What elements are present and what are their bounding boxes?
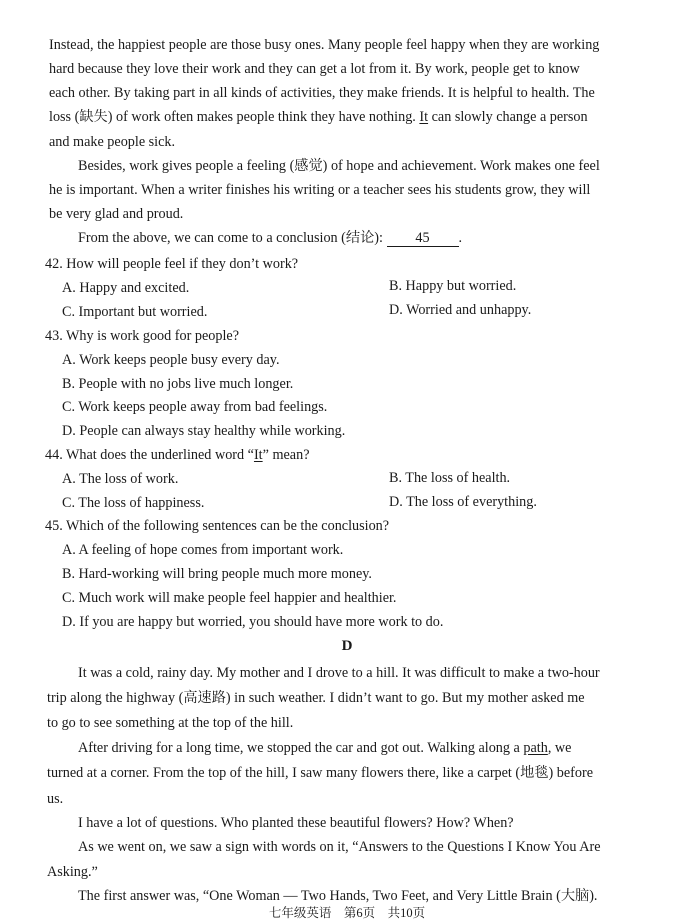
underlined-path: path [523, 740, 548, 756]
q44-option-c[interactable]: C. The loss of happiness. [62, 495, 205, 511]
passage-c-p2-line-3: be very glad and proud. [49, 206, 184, 222]
q45-option-a[interactable]: A. A feeling of hope comes from important work. [62, 542, 344, 558]
passage-c-line-4 [49, 108, 588, 126]
passage-c-p2-line-2: he is important. When a writer finishes his writing or a teacher sees his students grow, they will [49, 182, 591, 198]
passage-c-line-4-rest: can slowly change a person [428, 109, 588, 125]
passage-c-line-5: and make people sick. [49, 134, 176, 150]
passage-d-p1-line-3: to go to see something at the top of the hill. [47, 715, 294, 731]
underlined-it: It [419, 109, 429, 125]
q42-option-c[interactable]: C. Important but worried. [62, 304, 208, 320]
q42-option-d[interactable]: D. Worried and unhappy. [389, 302, 532, 318]
q42-stem: 42. How will people feel if they don’t work? [45, 256, 299, 272]
q44-option-b[interactable]: B. The loss of health. [389, 470, 511, 486]
passage-d-p4-line-2: Asking.” [47, 864, 98, 880]
q44-stem [45, 446, 310, 464]
passage-c-p2-line-1: Besides, work gives people a feeling (感觉) of hope and achievement. Work makes one feel [78, 158, 600, 174]
q45-option-d[interactable]: D. If you are happy but worried, you should have more work to do. [62, 614, 444, 630]
q44-stem-post: ” mean? [262, 447, 310, 463]
q44-option-d[interactable]: D. The loss of everything. [389, 494, 537, 510]
passage-d-p2-line-3: us. [47, 791, 64, 807]
q42-option-a[interactable]: A. Happy and excited. [62, 280, 190, 296]
answer-blank-45[interactable]: 45 [387, 230, 459, 247]
passage-c-line-2: hard because they love their work and they can get a lot from it. By work, people get to know [49, 61, 580, 77]
q43-option-a[interactable]: A. Work keeps people busy every day. [62, 352, 280, 368]
q45-stem: 45. Which of the following sentences can be the conclusion? [45, 518, 390, 534]
conclusion-line [78, 229, 462, 247]
q45-option-b[interactable]: B. Hard-working will bring people much more money. [62, 566, 372, 582]
passage-d-p1-line-2: trip along the highway (高速路) in such weather. I didn’t want to go. But my mother asked me [47, 690, 585, 706]
q43-stem: 43. Why is work good for people? [45, 328, 239, 344]
passage-c-line-3: each other. By taking part in all kinds of activities, they make friends. It is helpful to health. The [49, 85, 595, 101]
conclusion-end: . [458, 230, 463, 246]
passage-d-p2-line-2: turned at a corner. From the top of the hill, I saw many flowers there, like a carpet (地毯) before [47, 765, 594, 781]
q44-underlined-word: It [253, 447, 263, 463]
passage-d-p2-pre: After driving for a long time, we stopped the car and got out. Walking along a [78, 740, 524, 756]
passage-d-p3: I have a lot of questions. Who planted these beautiful flowers? How? When? [78, 815, 514, 831]
page-footer: 七年级英语 第6页 共10页 [268, 906, 426, 920]
passage-d-p5: The first answer was, “One Woman — Two Hands, Two Feet, and Very Little Brain (大脑). [78, 888, 598, 904]
q43-option-d[interactable]: D. People can always stay healthy while working. [62, 423, 346, 439]
passage-d-p1-line-1: It was a cold, rainy day. My mother and I drove to a hill. It was difficult to make a two-hour [78, 665, 600, 681]
q45-option-c[interactable]: C. Much work will make people feel happier and healthier. [62, 590, 397, 606]
conclusion-text: From the above, we can come to a conclusion (结论): [78, 230, 387, 246]
passage-d-heading: D [341, 638, 353, 654]
q44-option-a[interactable]: A. The loss of work. [62, 471, 179, 487]
q42-option-b[interactable]: B. Happy but worried. [389, 278, 517, 294]
passage-d-p2-line-1 [78, 739, 571, 757]
q43-option-c[interactable]: C. Work keeps people away from bad feelings. [62, 399, 328, 415]
passage-c-line-1: Instead, the happiest people are those busy ones. Many people feel happy when they are working [49, 37, 600, 53]
passage-d-p2-post: , we [547, 740, 572, 756]
q43-option-b[interactable]: B. People with no jobs live much longer. [62, 376, 294, 392]
passage-c-line-4-text: loss (缺失) of work often makes people think they have nothing. [49, 109, 420, 125]
q44-stem-pre: 44. What does the underlined word “ [45, 447, 254, 463]
passage-d-p4-line-1: As we went on, we saw a sign with words on it, “Answers to the Questions I Know You Are [78, 839, 601, 855]
